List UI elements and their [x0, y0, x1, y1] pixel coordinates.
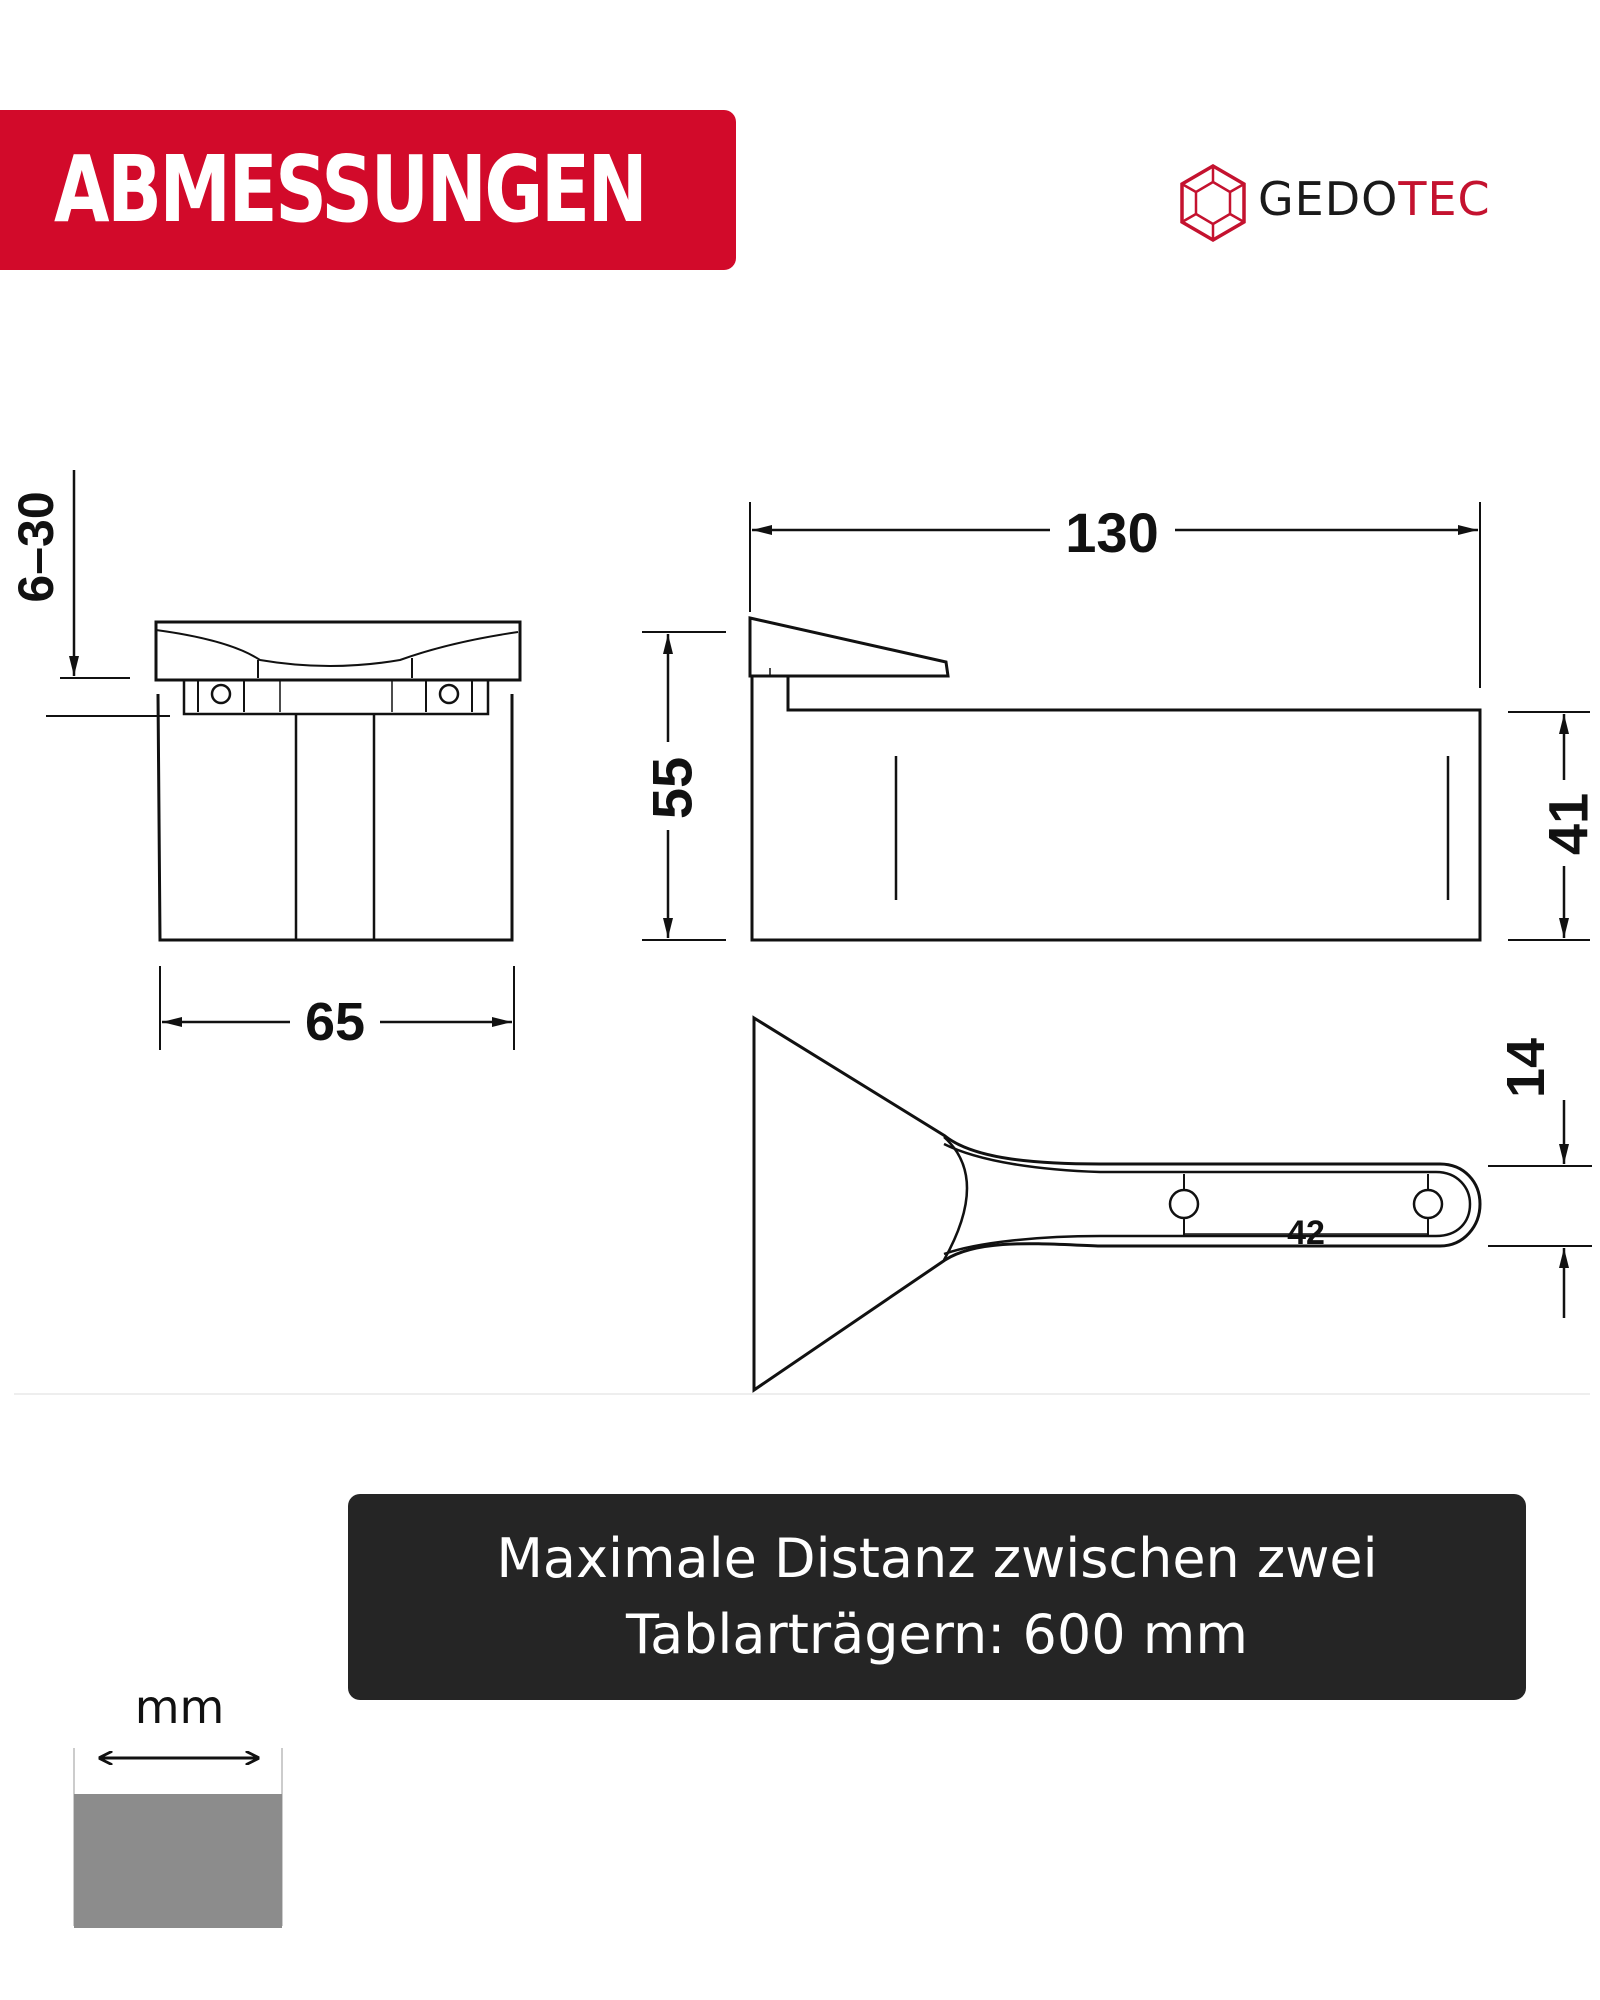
unit-label: mm — [134, 1680, 225, 1734]
dimension-side-height — [641, 632, 727, 940]
dimension-side-body-height — [1508, 712, 1600, 940]
unit-indicator — [72, 1680, 292, 1930]
info-line-1: Maximale Distanz zwischen zwei — [496, 1527, 1378, 1590]
brand-name-part2: TEC — [1398, 172, 1491, 226]
brand-name-part1: GEDO — [1258, 172, 1399, 226]
top-view — [754, 1018, 1480, 1390]
dimension-side-length — [750, 501, 1480, 688]
info-line-2: Tablarträgern: 600 mm — [626, 1603, 1248, 1666]
dim-label-41: 41 — [1536, 792, 1600, 856]
dimension-adjust-range — [8, 470, 170, 716]
page-title: ABMESSUNGEN — [54, 136, 646, 243]
info-box — [348, 1494, 1526, 1700]
dimension-arm-width — [1488, 1038, 1592, 1318]
dim-label-130: 130 — [1065, 501, 1159, 564]
dim-label-14: 14 — [1496, 1037, 1556, 1099]
dim-label-55: 55 — [640, 756, 704, 820]
front-view — [156, 622, 520, 940]
thickness-arrow-icon — [72, 1680, 292, 1930]
side-view — [750, 618, 1480, 940]
dim-label-42: 42 — [1287, 1214, 1325, 1252]
dim-label-65: 65 — [304, 992, 366, 1052]
dim-label-6-30: 6–30 — [8, 491, 64, 603]
dimension-front-width — [160, 966, 514, 1052]
